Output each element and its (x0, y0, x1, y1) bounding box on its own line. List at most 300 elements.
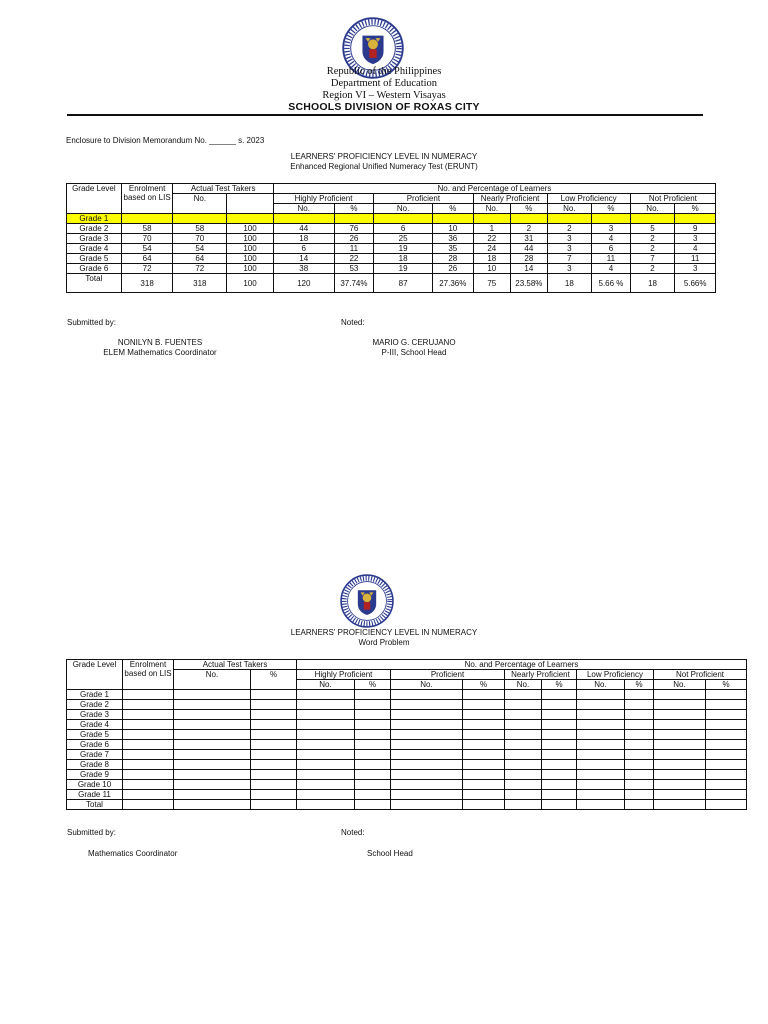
grade-cell: Grade 7 (67, 750, 123, 760)
value-cell (505, 770, 542, 780)
header-divider (67, 114, 703, 116)
value-cell (297, 800, 355, 810)
value-cell (542, 800, 577, 810)
value-cell: 11 (592, 254, 631, 264)
value-cell: 36 (433, 234, 474, 244)
value-cell (174, 730, 251, 740)
value-cell (706, 710, 747, 720)
value-cell (463, 780, 505, 790)
grade-cell: Grade 6 (67, 264, 122, 274)
value-cell (592, 214, 631, 224)
value-cell: 72 (173, 264, 227, 274)
grade-cell: Grade 6 (67, 740, 123, 750)
value-cell: 10 (473, 264, 511, 274)
value-cell (511, 214, 548, 224)
value-cell (675, 214, 716, 224)
grade-cell: Grade 5 (67, 730, 123, 740)
value-cell (391, 720, 463, 730)
grade-cell: Total (67, 274, 122, 293)
noted-label: Noted: (341, 318, 365, 327)
value-cell: 3 (675, 234, 716, 244)
value-cell: 9 (675, 224, 716, 234)
value-cell: 26 (334, 234, 374, 244)
value-cell: 18 (374, 254, 433, 264)
noted-role: P-III, School Head (381, 348, 447, 357)
value-cell: 26 (433, 264, 474, 274)
grade-cell: Grade 3 (67, 234, 122, 244)
value-cell: 38 (273, 264, 334, 274)
col-header-level: Highly Proficient (297, 670, 391, 680)
value-cell (505, 760, 542, 770)
value-cell: 120 (273, 274, 334, 293)
table-row (67, 234, 716, 244)
value-cell (473, 214, 511, 224)
col-header-enrolment: Enrolment based on LIS (121, 184, 173, 214)
value-cell (463, 710, 505, 720)
value-cell (174, 690, 251, 700)
value-cell (297, 750, 355, 760)
value-cell: 18 (630, 274, 675, 293)
col-header-no: No. (273, 204, 334, 214)
value-cell (251, 770, 297, 780)
table-row (67, 780, 747, 790)
value-cell: 3 (547, 244, 592, 254)
value-cell (577, 740, 625, 750)
value-cell (355, 730, 391, 740)
value-cell (334, 214, 374, 224)
value-cell (463, 690, 505, 700)
value-cell (706, 800, 747, 810)
value-cell: 5.66 % (592, 274, 631, 293)
value-cell (463, 730, 505, 740)
col-header-no: No. (391, 680, 463, 690)
deped-seal-logo (340, 574, 394, 628)
value-cell (391, 700, 463, 710)
value-cell (463, 760, 505, 770)
value-cell (577, 770, 625, 780)
value-cell (297, 780, 355, 790)
col-header-pct: % (433, 204, 474, 214)
value-cell (654, 690, 706, 700)
value-cell (391, 740, 463, 750)
value-cell: 3 (675, 264, 716, 274)
col-header-level: Low Proficiency (577, 670, 654, 680)
value-cell: 54 (173, 244, 227, 254)
col-header-no: No. (297, 680, 355, 690)
value-cell (706, 760, 747, 770)
grade-cell: Grade 4 (67, 244, 122, 254)
value-cell (251, 710, 297, 720)
value-cell: 87 (374, 274, 433, 293)
value-cell (577, 760, 625, 770)
col-header-pct: % (592, 204, 631, 214)
value-cell: 7 (547, 254, 592, 264)
value-cell (123, 730, 174, 740)
table-row (67, 750, 747, 760)
table-row (67, 264, 716, 274)
value-cell (577, 720, 625, 730)
col-header-grade-level: Grade Level (67, 660, 123, 690)
value-cell: 2 (630, 234, 675, 244)
value-cell (391, 760, 463, 770)
col-header-level: Highly Proficient (273, 194, 373, 204)
value-cell (625, 760, 654, 770)
value-cell: 64 (173, 254, 227, 264)
value-cell: 31 (511, 234, 548, 244)
grade-cell: Grade 11 (67, 790, 123, 800)
value-cell (374, 214, 433, 224)
value-cell (463, 740, 505, 750)
value-cell (625, 710, 654, 720)
value-cell (706, 750, 747, 760)
value-cell (123, 780, 174, 790)
value-cell (654, 710, 706, 720)
value-cell: 64 (121, 254, 173, 264)
col-header-level: Nearly Proficient (505, 670, 577, 680)
grade-cell: Grade 1 (67, 690, 123, 700)
proficiency-table-word-problem (66, 659, 747, 810)
value-cell (391, 750, 463, 760)
table-row (67, 224, 716, 234)
col-header-no: No. (547, 204, 592, 214)
grade-cell: Grade 9 (67, 770, 123, 780)
value-cell (505, 700, 542, 710)
col-header-actual-pct: % (251, 670, 297, 690)
value-cell (297, 740, 355, 750)
value-cell (542, 750, 577, 760)
value-cell (542, 780, 577, 790)
value-cell (577, 710, 625, 720)
value-cell (355, 690, 391, 700)
value-cell (463, 750, 505, 760)
value-cell (654, 740, 706, 750)
value-cell: 58 (121, 224, 173, 234)
value-cell: 100 (227, 224, 274, 234)
noted-name: MARIO G. CERUJANO (372, 338, 456, 347)
value-cell (391, 690, 463, 700)
value-cell: 37.74% (334, 274, 374, 293)
header-line-3: Region VI – Western Visayas (322, 90, 446, 101)
value-cell: 7 (630, 254, 675, 264)
value-cell: 4 (675, 244, 716, 254)
value-cell (174, 720, 251, 730)
col-header-level: Not Proficient (630, 194, 715, 204)
value-cell: 76 (334, 224, 374, 234)
value-cell (297, 690, 355, 700)
value-cell (174, 800, 251, 810)
value-cell: 11 (675, 254, 716, 264)
value-cell (174, 760, 251, 770)
value-cell: 14 (273, 254, 334, 264)
value-cell (505, 710, 542, 720)
table-row (67, 254, 716, 264)
table-row (67, 800, 747, 810)
value-cell (174, 710, 251, 720)
grade-cell: Grade 5 (67, 254, 122, 264)
value-cell (123, 760, 174, 770)
submitted-role: Mathematics Coordinator (88, 849, 178, 858)
header-line-2: Department of Education (330, 78, 438, 89)
value-cell: 23.58% (511, 274, 548, 293)
value-cell (577, 800, 625, 810)
value-cell (625, 740, 654, 750)
grade-cell: Grade 8 (67, 760, 123, 770)
value-cell: 10 (433, 224, 474, 234)
value-cell (391, 780, 463, 790)
value-cell (297, 790, 355, 800)
value-cell (706, 700, 747, 710)
value-cell (297, 770, 355, 780)
value-cell: 3 (592, 224, 631, 234)
value-cell: 72 (121, 264, 173, 274)
value-cell (355, 770, 391, 780)
value-cell: 70 (173, 234, 227, 244)
value-cell (174, 790, 251, 800)
value-cell (391, 800, 463, 810)
form2-subtitle: Word Problem (358, 638, 410, 647)
value-cell (577, 790, 625, 800)
value-cell (654, 720, 706, 730)
value-cell (251, 750, 297, 760)
value-cell (505, 720, 542, 730)
value-cell (355, 790, 391, 800)
value-cell (391, 770, 463, 780)
table-row (67, 760, 747, 770)
submitted-by-label: Submitted by: (67, 318, 116, 327)
col-header-level: Nearly Proficient (473, 194, 547, 204)
value-cell (433, 214, 474, 224)
col-header-level: Proficient (391, 670, 505, 680)
value-cell (355, 720, 391, 730)
value-cell (463, 770, 505, 780)
value-cell (463, 700, 505, 710)
value-cell (174, 780, 251, 790)
grade-cell: Grade 2 (67, 224, 122, 234)
value-cell (625, 780, 654, 790)
value-cell: 2 (630, 244, 675, 254)
value-cell (654, 770, 706, 780)
noted-role: School Head (367, 849, 413, 858)
col-header-actual: Actual Test Takers (174, 660, 297, 670)
value-cell (577, 730, 625, 740)
value-cell (706, 730, 747, 740)
value-cell (542, 720, 577, 730)
value-cell: 14 (511, 264, 548, 274)
value-cell: 100 (227, 244, 274, 254)
grade-cell: Grade 1 (67, 214, 122, 224)
submitted-by-label: Submitted by: (67, 828, 116, 837)
value-cell (251, 720, 297, 730)
value-cell (706, 690, 747, 700)
value-cell (297, 720, 355, 730)
value-cell: 6 (592, 244, 631, 254)
value-cell (577, 690, 625, 700)
col-header-pct: % (334, 204, 374, 214)
value-cell (625, 700, 654, 710)
value-cell (654, 790, 706, 800)
proficiency-table-erunt (66, 183, 716, 293)
col-header-group: No. and Percentage of Learners (297, 660, 747, 670)
value-cell: 27.36% (433, 274, 474, 293)
value-cell (706, 720, 747, 730)
value-cell: 100 (227, 274, 274, 293)
value-cell: 6 (374, 224, 433, 234)
value-cell: 3 (547, 264, 592, 274)
table-row (67, 214, 716, 224)
value-cell (505, 740, 542, 750)
value-cell: 11 (334, 244, 374, 254)
table-row (67, 730, 747, 740)
value-cell (355, 710, 391, 720)
table-row (67, 700, 747, 710)
value-cell (391, 710, 463, 720)
value-cell (121, 214, 173, 224)
value-cell: 22 (473, 234, 511, 244)
value-cell: 4 (592, 264, 631, 274)
value-cell (174, 700, 251, 710)
value-cell (542, 690, 577, 700)
value-cell (625, 800, 654, 810)
value-cell: 28 (511, 254, 548, 264)
value-cell (505, 800, 542, 810)
value-cell (654, 760, 706, 770)
value-cell (355, 780, 391, 790)
value-cell (251, 730, 297, 740)
form1-subtitle: Enhanced Regional Unified Numeracy Test (ERUNT) (290, 162, 478, 171)
col-header-pct: % (706, 680, 747, 690)
value-cell: 5 (630, 224, 675, 234)
value-cell (654, 700, 706, 710)
value-cell: 18 (547, 274, 592, 293)
value-cell: 2 (511, 224, 548, 234)
division-name: SCHOOLS DIVISION OF ROXAS CITY (288, 101, 480, 113)
value-cell (251, 780, 297, 790)
value-cell: 3 (547, 234, 592, 244)
value-cell: 100 (227, 234, 274, 244)
value-cell (355, 760, 391, 770)
value-cell: 35 (433, 244, 474, 254)
value-cell (630, 214, 675, 224)
value-cell: 24 (473, 244, 511, 254)
col-header-group: No. and Percentage of Learners (273, 184, 715, 194)
value-cell (547, 214, 592, 224)
enclosure-line: Enclosure to Division Memorandum No. ______ s. 2023 (66, 136, 265, 145)
value-cell (625, 790, 654, 800)
value-cell (706, 790, 747, 800)
value-cell (391, 790, 463, 800)
value-cell: 318 (121, 274, 173, 293)
form2-title: LEARNERS' PROFICIENCY LEVEL IN NUMERACY (290, 628, 478, 637)
value-cell (297, 760, 355, 770)
value-cell (654, 780, 706, 790)
submitted-role: ELEM Mathematics Coordinator (103, 348, 217, 357)
value-cell (251, 800, 297, 810)
value-cell (625, 730, 654, 740)
col-header-no: No. (473, 204, 511, 214)
value-cell: 18 (273, 234, 334, 244)
value-cell: 5.66% (675, 274, 716, 293)
value-cell (123, 740, 174, 750)
value-cell (251, 700, 297, 710)
value-cell (577, 780, 625, 790)
value-cell (542, 730, 577, 740)
value-cell (355, 740, 391, 750)
table-row (67, 740, 747, 750)
value-cell (173, 214, 227, 224)
value-cell (505, 790, 542, 800)
value-cell (505, 780, 542, 790)
value-cell: 25 (374, 234, 433, 244)
value-cell (542, 770, 577, 780)
value-cell: 1 (473, 224, 511, 234)
col-header-no: No. (630, 204, 675, 214)
value-cell (251, 690, 297, 700)
value-cell (174, 740, 251, 750)
value-cell (355, 750, 391, 760)
value-cell: 28 (433, 254, 474, 264)
value-cell (391, 730, 463, 740)
value-cell: 4 (592, 234, 631, 244)
col-header-level: Not Proficient (654, 670, 747, 680)
value-cell (273, 214, 334, 224)
value-cell: 2 (630, 264, 675, 274)
value-cell (123, 690, 174, 700)
value-cell (625, 720, 654, 730)
noted-label: Noted: (341, 828, 365, 837)
table-row (67, 710, 747, 720)
value-cell (227, 214, 274, 224)
table-row (67, 690, 747, 700)
value-cell (505, 750, 542, 760)
value-cell (463, 800, 505, 810)
col-header-actual-no: No. (174, 670, 251, 690)
col-header-pct: % (355, 680, 391, 690)
table-row (67, 244, 716, 254)
value-cell (463, 720, 505, 730)
value-cell (542, 700, 577, 710)
grade-cell: Grade 4 (67, 720, 123, 730)
value-cell: 6 (273, 244, 334, 254)
value-cell: 44 (511, 244, 548, 254)
col-header-level: Proficient (374, 194, 473, 204)
value-cell (706, 780, 747, 790)
table-row (67, 790, 747, 800)
col-header-pct: % (625, 680, 654, 690)
value-cell: 22 (334, 254, 374, 264)
col-header-actual: Actual Test Takers (173, 184, 273, 194)
grade-cell: Total (67, 800, 123, 810)
value-cell (297, 700, 355, 710)
col-header-no: No. (505, 680, 542, 690)
col-header-no: No. (654, 680, 706, 690)
value-cell (355, 700, 391, 710)
value-cell (463, 790, 505, 800)
value-cell: 44 (273, 224, 334, 234)
value-cell: 54 (121, 244, 173, 254)
value-cell (297, 730, 355, 740)
value-cell (706, 770, 747, 780)
value-cell: 58 (173, 224, 227, 234)
value-cell (625, 690, 654, 700)
col-header-grade-level: Grade Level (67, 184, 122, 214)
value-cell: 100 (227, 264, 274, 274)
value-cell (542, 760, 577, 770)
value-cell (542, 740, 577, 750)
col-header-pct: % (511, 204, 548, 214)
value-cell (625, 770, 654, 780)
col-header-no: No. (374, 204, 433, 214)
value-cell: 2 (547, 224, 592, 234)
